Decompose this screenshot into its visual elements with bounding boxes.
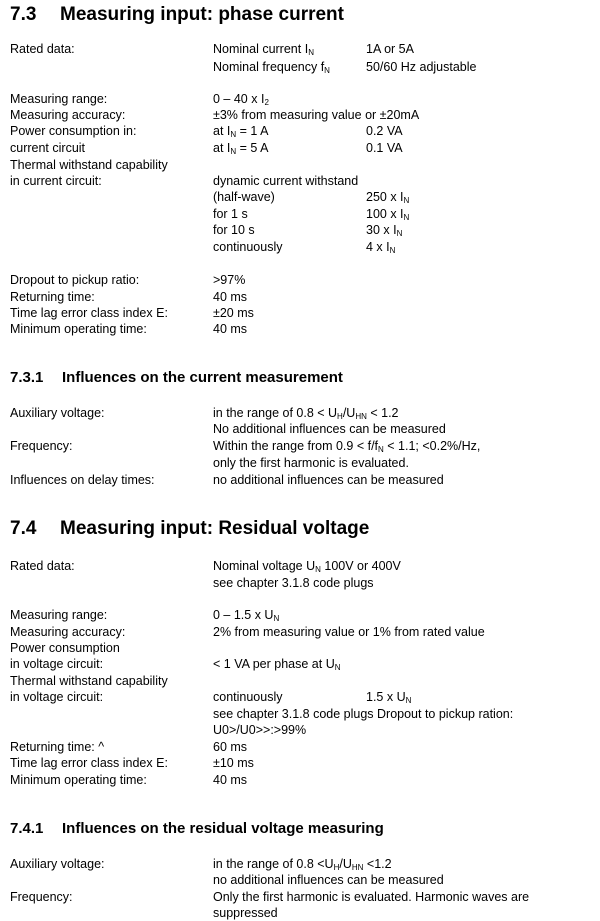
- measuring-range-value: 0 – 40 x $I_2$: [213, 92, 269, 107]
- power-consumption-label: Power consumption: [10, 641, 120, 655]
- measuring-accuracy-label: Measuring accuracy:: [10, 108, 126, 122]
- see-chapter-note: see chapter 3.1.8 code plugs: [213, 576, 374, 590]
- half-wave-value: 250 x $I_N$: [366, 190, 410, 205]
- nominal-current-value: 1A or 5A: [366, 42, 414, 56]
- current-circuit-label: current circuit: [10, 141, 86, 155]
- voltage-circuit-label: in voltage circuit:: [10, 657, 104, 671]
- continuously-label: continuously: [213, 240, 283, 254]
- for-10s-value: 30 x $I_N$: [366, 223, 403, 238]
- returning-time-value: 40 ms: [213, 290, 248, 304]
- thermal-withstand-label: Thermal withstand capability: [10, 158, 168, 172]
- rated-data-label: Rated data:: [10, 559, 75, 573]
- thermal-circuit-label: in voltage circuit:: [10, 690, 104, 704]
- min-operating-label: Minimum operating time:: [10, 773, 147, 787]
- continuously-value: 4 x $I_N$: [366, 240, 396, 255]
- dropout-ratio-label: Dropout to pickup ratio:: [10, 273, 140, 287]
- measuring-accuracy-value: ±3% from measuring value or ±20mA: [213, 108, 420, 122]
- measuring-range-label: Measuring range:: [10, 92, 108, 106]
- min-operating-label: Minimum operating time:: [10, 322, 147, 336]
- dropout-ratio-note: U0>/U0>>:>99%: [213, 723, 307, 737]
- for-1s-value: 100 x $I_N$: [366, 207, 410, 222]
- frequency-note: suppressed: [213, 906, 278, 920]
- power-value-5a: 0.1 VA: [366, 141, 403, 155]
- section-title: Influences on the residual voltage measuring: [62, 820, 384, 837]
- section-7-3-1-heading: [10, 369, 343, 386]
- measuring-range-value: 0 – 1.5 x $U_N$: [213, 608, 280, 623]
- aux-voltage-value: in the range of $0.8 < U_H/U_{HN} < 1.2$: [213, 406, 399, 421]
- continuously-value: 1.5 x $U_N$: [366, 690, 412, 705]
- returning-time-label: Returning time: ^: [10, 740, 105, 754]
- min-operating-value: 40 ms: [213, 322, 248, 336]
- aux-voltage-label: Auxiliary voltage:: [10, 857, 105, 871]
- returning-time-value: 60 ms: [213, 740, 248, 754]
- measuring-accuracy-value: 2% from measuring value or 1% from rated value: [213, 625, 485, 639]
- aux-voltage-note: No additional influences can be measured: [213, 422, 446, 436]
- measuring-accuracy-label: Measuring accuracy:: [10, 625, 126, 639]
- measuring-range-label: Measuring range:: [10, 608, 108, 622]
- delay-influence-value: no additional influences can be measured: [213, 473, 444, 487]
- power-condition-5a: at $I_N = 5$ A: [213, 141, 269, 156]
- aux-voltage-note: no additional influences can be measured: [213, 873, 444, 887]
- section-title: Measuring input: phase current: [60, 4, 344, 25]
- section-number: 7.4.1: [10, 820, 44, 837]
- aux-voltage-value: in the range of $0.8 <U_H/U_{HN} <1.2$: [213, 857, 392, 872]
- time-lag-label: Time lag error class index E:: [10, 756, 168, 770]
- power-condition-1a: at $I_N = 1$ A: [213, 124, 269, 139]
- section-number: 7.3: [10, 4, 37, 25]
- frequency-label: Frequency:: [10, 890, 73, 904]
- section-7-3-heading: [10, 4, 344, 26]
- section-7-4-1-heading: [10, 820, 384, 837]
- delay-influence-label: Influences on delay times:: [10, 473, 155, 487]
- code-plugs-note: see chapter 3.1.8 code plugs Dropout to pickup ration:: [213, 707, 514, 721]
- frequency-note: only the first harmonic is evaluated.: [213, 456, 409, 470]
- rated-data-label: Rated data:: [10, 42, 75, 56]
- frequency-label: Frequency:: [10, 439, 73, 453]
- section-number: 7.3.1: [10, 369, 44, 386]
- returning-time-label: Returning time:: [10, 290, 95, 304]
- min-operating-value: 40 ms: [213, 773, 248, 787]
- section-title: Influences on the current measurement: [62, 369, 343, 386]
- half-wave-label: (half-wave): [213, 190, 275, 204]
- nominal-voltage-value: Nominal voltage $U_N$ 100V or 400V: [213, 559, 401, 574]
- power-consumption-value: < 1 VA per phase at $U_N$: [213, 657, 341, 672]
- continuously-label: continuously: [213, 690, 283, 704]
- nominal-current-label: Nominal current $I_N$: [213, 42, 314, 57]
- thermal-circuit-label: in current circuit:: [10, 174, 102, 188]
- time-lag-value: ±10 ms: [213, 756, 254, 770]
- dynamic-withstand-label: dynamic current withstand: [213, 174, 359, 188]
- nominal-frequency-value: 50/60 Hz adjustable: [366, 60, 477, 74]
- section-number: 7.4: [10, 518, 37, 539]
- section-7-4-heading: [10, 518, 369, 540]
- power-value-1a: 0.2 VA: [366, 124, 403, 138]
- time-lag-value: ±20 ms: [213, 306, 254, 320]
- thermal-withstand-label: Thermal withstand capability: [10, 674, 168, 688]
- for-1s-label: for 1 s: [213, 207, 248, 221]
- time-lag-label: Time lag error class index E:: [10, 306, 168, 320]
- power-consumption-label: Power consumption in:: [10, 124, 137, 138]
- nominal-frequency-label: Nominal frequency $f_N$: [213, 60, 330, 75]
- for-10s-label: for 10 s: [213, 223, 255, 237]
- frequency-value: Only the first harmonic is evaluated. Harmonic waves are: [213, 890, 530, 904]
- dropout-ratio-value: >97%: [213, 273, 246, 287]
- section-title: Measuring input: Residual voltage: [60, 518, 370, 539]
- aux-voltage-label: Auxiliary voltage:: [10, 406, 105, 420]
- frequency-value: Within the range from $0.9 < f/f_N < 1.1$; <0.2%/Hz,: [213, 439, 481, 454]
